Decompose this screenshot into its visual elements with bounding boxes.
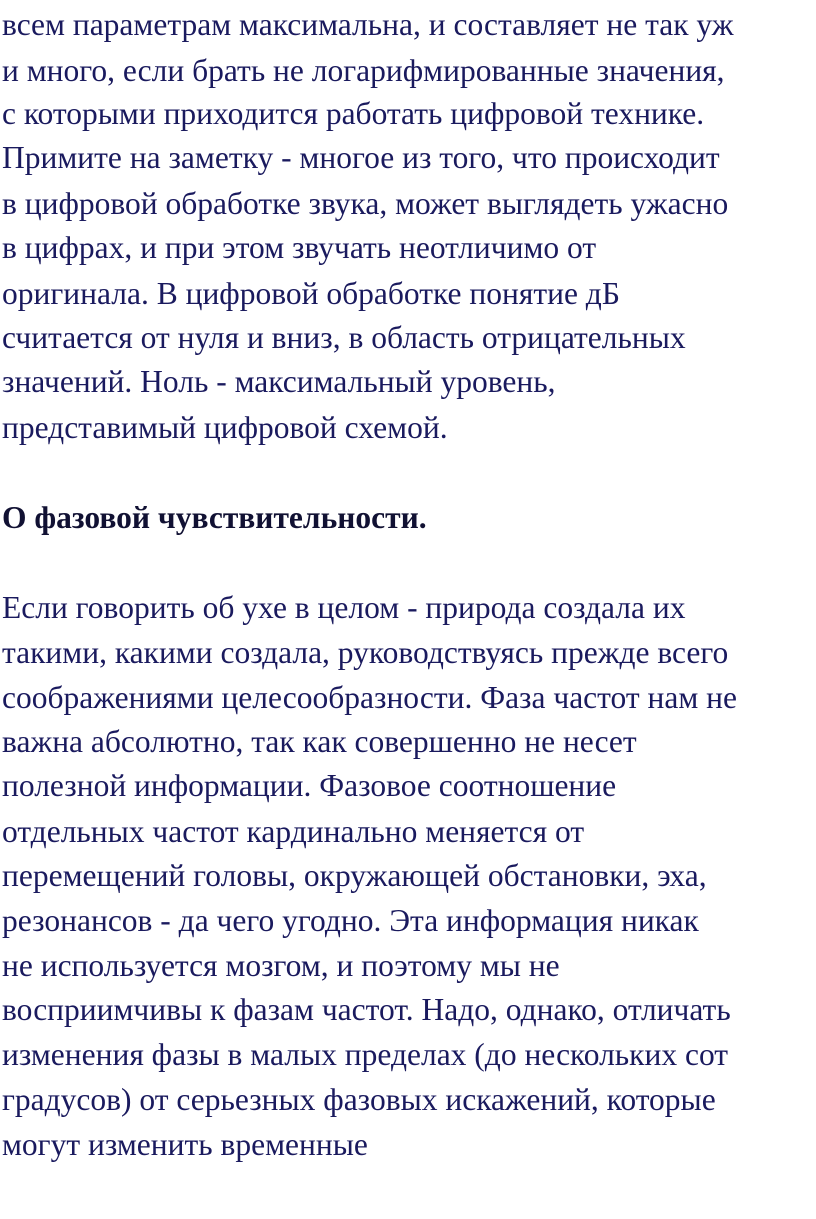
paragraph-line: перемещений головы, окружающей обстановки, эха, [2,858,707,893]
paragraph-line: восприимчивы к фазам частот. Надо, однако, отличать [2,992,731,1027]
paragraph-line: Примите на заметку - многое из того, что происходит [2,140,720,175]
paragraph-line: такими, какими создала, руководствуясь прежде всего [2,635,729,670]
paragraph-line: отдельных частот кардинально меняется от [2,814,585,849]
paragraph-line: Если говорить об ухе в целом - природа создала их [2,590,686,625]
paragraph-line: в цифрах, и при этом звучать неотличимо от [2,230,597,265]
section-heading: О фазовой чувствительности. [2,500,427,535]
paragraph-line: в цифровой обработке звука, может выглядеть ужасно [2,186,729,221]
paragraph-line: важна абсолютно, так как совершенно не несет [2,724,637,759]
paragraph-line: градусов) от серьезных фазовых искажений, которые [2,1082,716,1117]
paragraph-line: резонансов - да чего угодно. Эта информация никак [2,903,699,938]
paragraph-line: считается от нуля и вниз, в область отрицательных [2,320,686,355]
paragraph-line: оригинала. В цифровой обработке понятие дБ [2,276,620,311]
paragraph-line: и много, если брать не логарифмированные значения, [2,53,725,88]
paragraph-line: представимый цифровой схемой. [2,410,448,445]
paragraph-line: не используется мозгом, и поэтому мы не [2,948,560,983]
paragraph-line: полезной информации. Фазовое соотношение [2,768,617,803]
paragraph-line: значений. Ноль - максимальный уровень, [2,364,556,399]
paragraph-line: изменения фазы в малых пределах (до нескольких сот [2,1037,729,1072]
paragraph-line: соображениями целесообразности. Фаза частот нам не [2,680,737,715]
paragraph-line: всем параметрам максимальна, и составляет не так уж [2,7,734,42]
paragraph-line: могут изменить временные [2,1127,368,1162]
paragraph-line: с которыми приходится работать цифровой технике. [2,96,705,131]
